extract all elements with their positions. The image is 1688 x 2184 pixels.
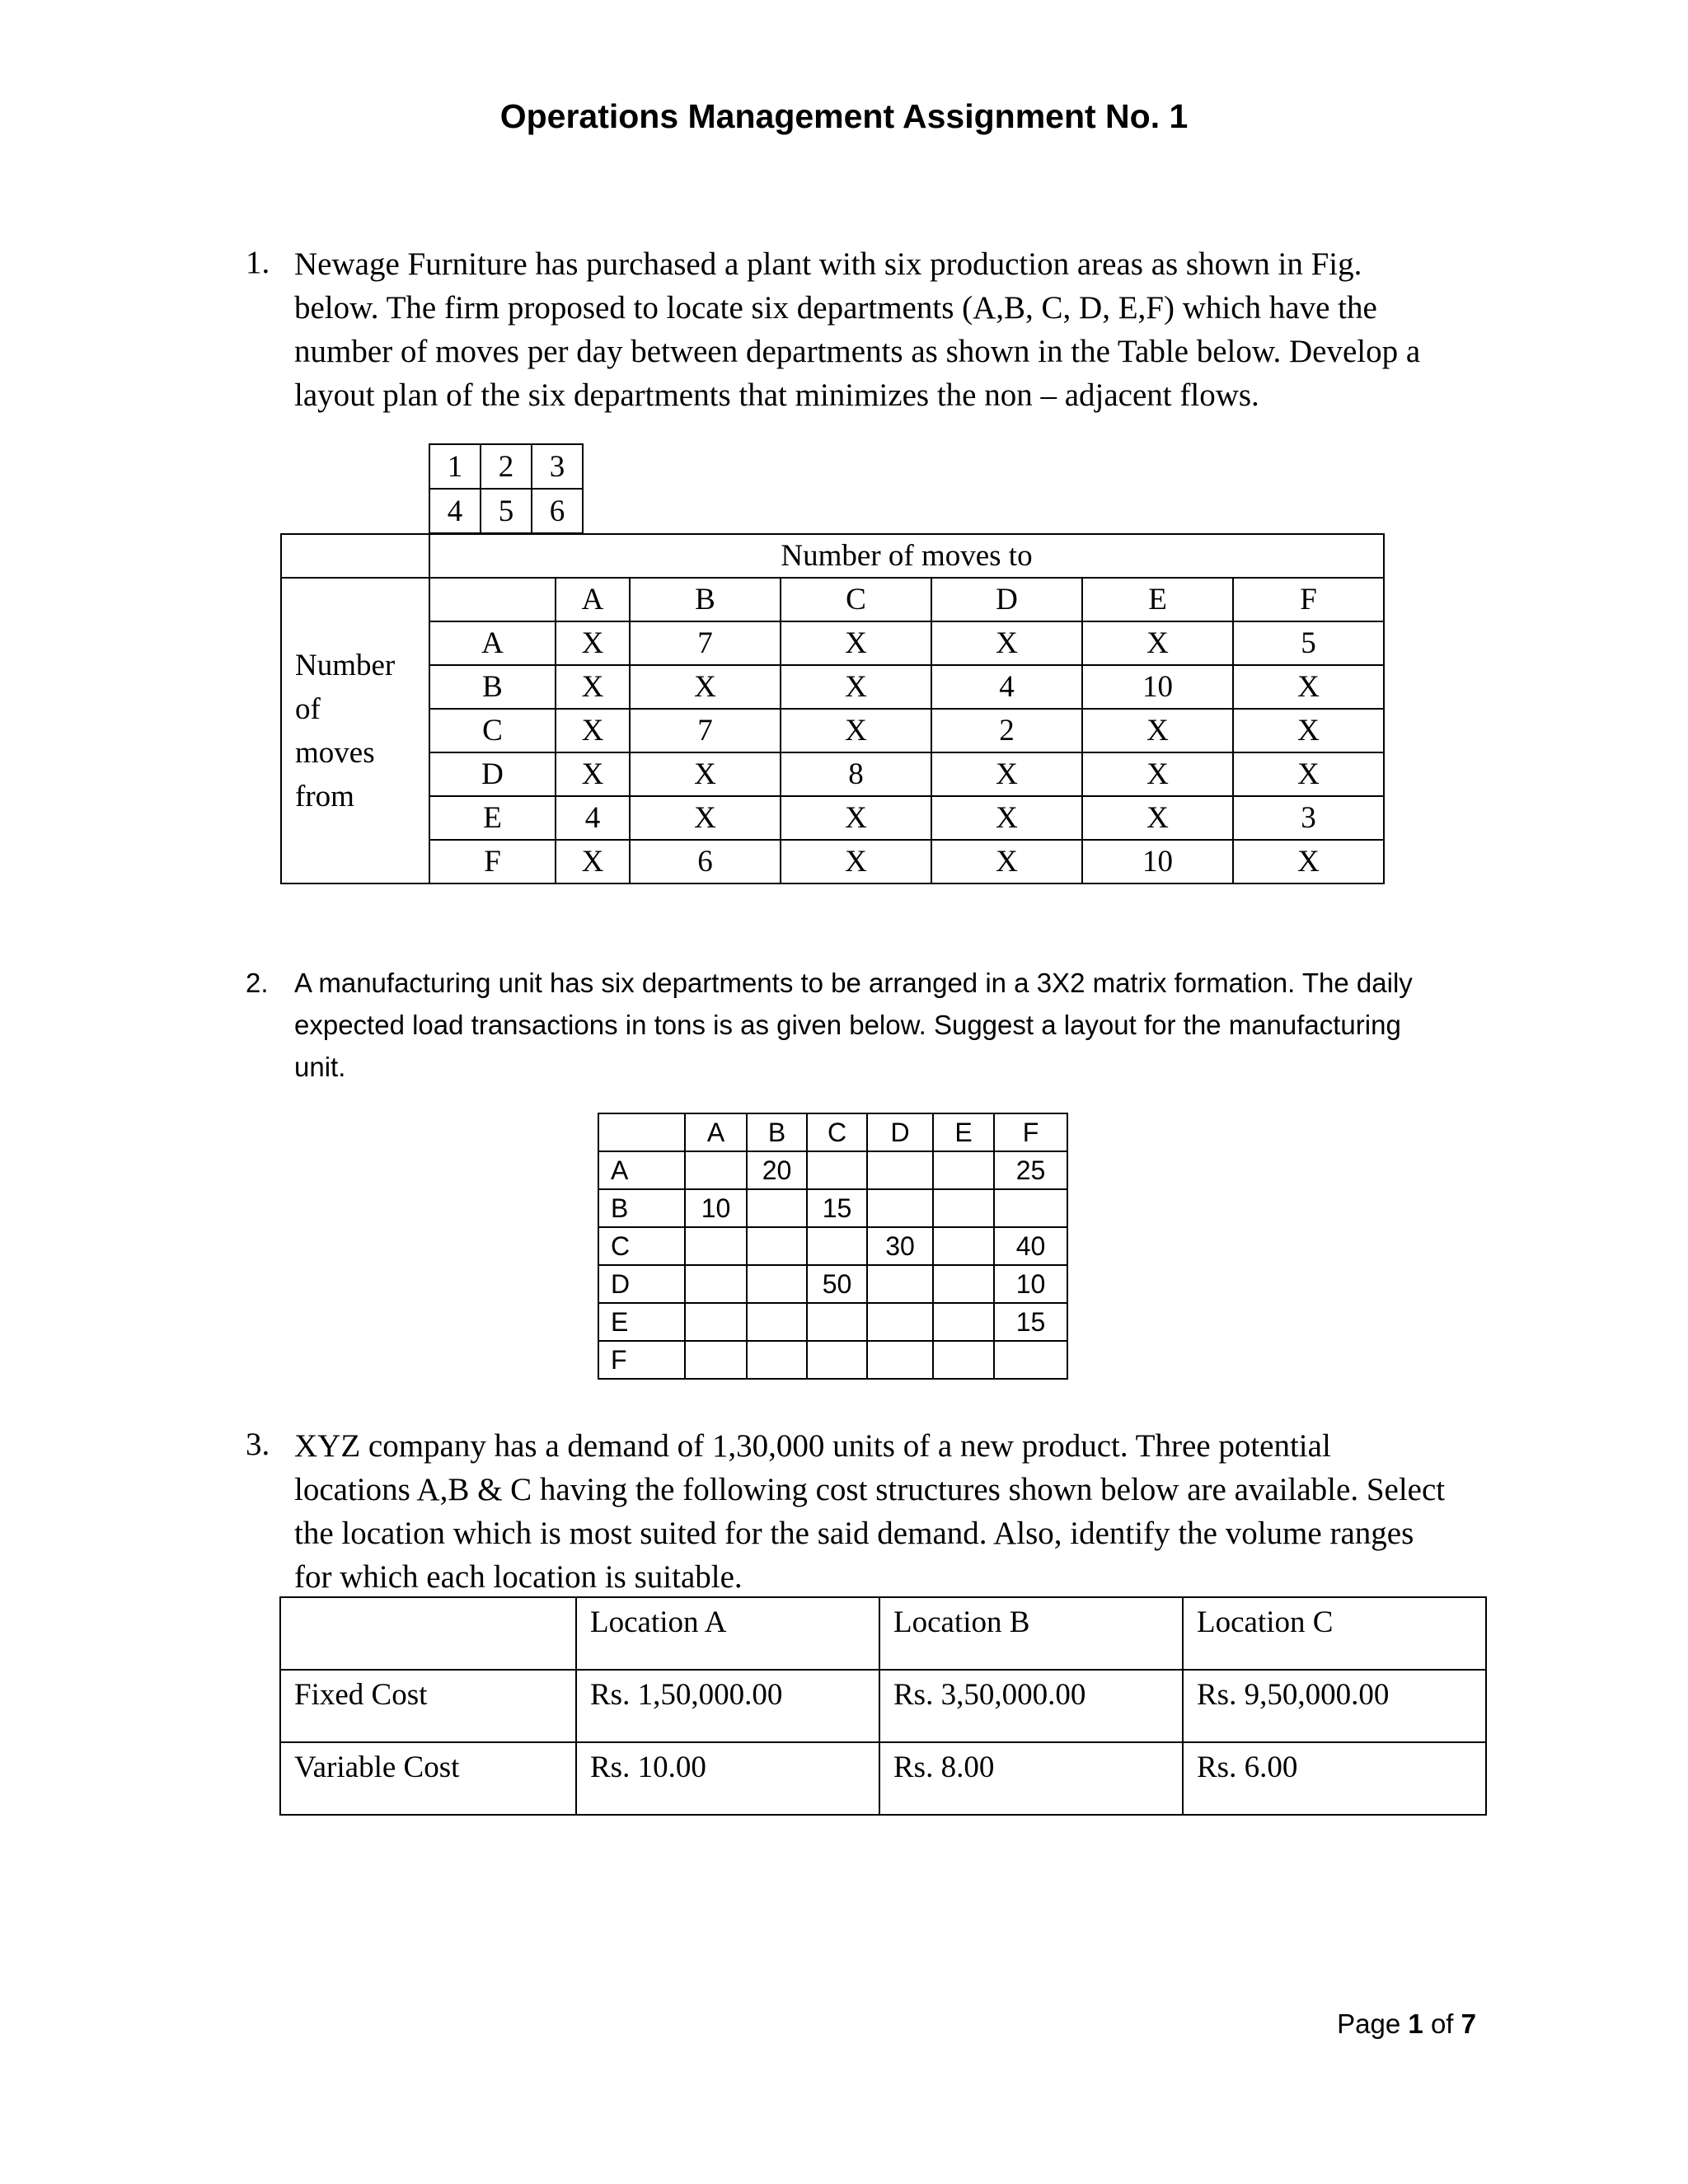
cost-table [279,1596,1487,1816]
table-row [281,709,1384,752]
table-cell: 4 [556,796,630,840]
page-title: Operations Management Assignment No. 1 [499,97,1189,135]
table-cell: 20 [747,1151,807,1189]
table-cell [747,1227,807,1265]
column-header: C [781,578,931,621]
table-row [598,1189,1067,1227]
table-corner-cell [280,1597,576,1670]
table-cell: X [556,665,630,709]
label-line: moves [295,735,375,770]
row-header: D [598,1265,685,1303]
table-cell: X [781,840,931,883]
table-cell: Rs. 8.00 [879,1742,1183,1815]
table-cell [933,1189,994,1227]
table-cell [933,1151,994,1189]
question-2-text [294,962,1514,1088]
load-table [598,1113,1068,1380]
moves-from-label [281,578,429,883]
table-row [598,1265,1067,1303]
table-cell: X [1082,752,1233,796]
table-cell: X [781,796,931,840]
grid-cell: 1 [429,444,481,489]
table-cell: X [1082,796,1233,840]
current-page: 1 [1408,2008,1423,2039]
table-cell [933,1303,994,1341]
column-header: C [807,1113,867,1151]
text-line: unit. [294,1052,346,1082]
table-cell: 15 [994,1303,1067,1341]
table-row [598,1151,1067,1189]
row-header: D [429,752,556,796]
table-cell: X [1082,621,1233,665]
text-line: XYZ company has a demand of 1,30,000 units of a new product. Three potential [294,1428,1331,1464]
production-area-grid [429,443,584,534]
table-cell [867,1341,933,1379]
row-header: Fixed Cost [280,1670,576,1742]
column-header: E [1082,578,1233,621]
table-cell [867,1189,933,1227]
table-cell [994,1341,1067,1379]
table-cell: 2 [931,709,1082,752]
row-header: A [429,621,556,665]
grid-cell: 6 [532,489,583,533]
total-pages: 7 [1461,2008,1476,2039]
table-cell: X [1233,709,1384,752]
table-cell [867,1151,933,1189]
label-line: Number [295,648,396,682]
table-cell [807,1341,867,1379]
column-header: E [933,1113,994,1151]
table-cell: 8 [781,752,931,796]
table-cell [807,1227,867,1265]
table-cell [685,1151,747,1189]
text-line: expected load transactions in tons is as given below. Suggest a layout for the manufacturing [294,1010,1401,1040]
table-cell: X [1082,709,1233,752]
table-cell [747,1341,807,1379]
table-cell: 7 [630,621,781,665]
column-header: Location C [1183,1597,1486,1670]
table-cell [747,1189,807,1227]
moves-table [280,533,1385,884]
table-cell: 10 [1082,840,1233,883]
table-cell: Rs. 6.00 [1183,1742,1486,1815]
table-row [281,796,1384,840]
column-header: F [994,1113,1067,1151]
table-cell [685,1227,747,1265]
table-cell: X [556,752,630,796]
table-cell [867,1303,933,1341]
table-cell: 10 [1082,665,1233,709]
table-cell: Rs. 9,50,000.00 [1183,1670,1486,1742]
text-line: for which each location is suitable. [294,1559,743,1595]
table-cell [685,1303,747,1341]
label-line: of [295,691,321,726]
table-cell: X [1233,752,1384,796]
table-cell: 4 [931,665,1082,709]
question-3-number: 3. [246,1427,270,1462]
table-cell: X [630,796,781,840]
table-cell: 30 [867,1227,933,1265]
table-row [281,621,1384,665]
table-cell: X [556,709,630,752]
column-header-blank [429,578,556,621]
column-header: Location A [576,1597,879,1670]
row-header: E [598,1303,685,1341]
table-corner-cell [281,534,429,578]
table-cell: Rs. 3,50,000.00 [879,1670,1183,1742]
table-cell [867,1265,933,1303]
table-cell: X [781,621,931,665]
table-cell: X [556,621,630,665]
table-cell: X [931,796,1082,840]
table-row [598,1341,1067,1379]
table-cell [807,1151,867,1189]
table-row [281,665,1384,709]
table-cell: 50 [807,1265,867,1303]
question-1-text [294,242,1498,417]
table-cell [933,1265,994,1303]
table-cell: X [630,665,781,709]
table-cell: 15 [807,1189,867,1227]
page-middle: of [1423,2008,1461,2039]
table-cell [994,1189,1067,1227]
row-header: A [598,1151,685,1189]
table-cell: X [556,840,630,883]
table-cell: 25 [994,1151,1067,1189]
table-row [281,752,1384,796]
table-row [280,1742,1486,1815]
question-1-number: 1. [246,245,270,280]
table-cell: 6 [630,840,781,883]
table-row [281,840,1384,883]
table-cell: 3 [1233,796,1384,840]
column-header: A [556,578,630,621]
text-line: A manufacturing unit has six departments to be arranged in a 3X2 matrix formation. The daily [294,968,1413,998]
text-line: number of moves per day between departments as shown in the Table below. Develop a [294,334,1421,369]
table-cell: 10 [685,1189,747,1227]
column-header: B [747,1113,807,1151]
column-header: B [630,578,781,621]
table-cell [685,1265,747,1303]
table-cell [747,1303,807,1341]
row-header: Variable Cost [280,1742,576,1815]
row-header: F [598,1341,685,1379]
table-cell [685,1341,747,1379]
table-cell [747,1265,807,1303]
table-cell: 10 [994,1265,1067,1303]
table-corner-cell [598,1113,685,1151]
text-line: below. The firm proposed to locate six departments (A,B, C, D, E,F) which have the [294,290,1377,326]
grid-cell: 3 [532,444,583,489]
table-cell: 40 [994,1227,1067,1265]
column-header: A [685,1113,747,1151]
table-cell: X [1233,665,1384,709]
table-cell [807,1303,867,1341]
text-line: Newage Furniture has purchased a plant with six production areas as shown in Fig. [294,246,1362,282]
table-cell: 5 [1233,621,1384,665]
column-header: D [867,1113,933,1151]
text-line: layout plan of the six departments that minimizes the non – adjacent flows. [294,377,1259,413]
page-number [1337,2008,1476,2040]
moves-to-header: Number of moves to [429,534,1384,578]
table-row [598,1227,1067,1265]
table-cell: X [1233,840,1384,883]
grid-cell: 2 [481,444,532,489]
table-cell: X [931,621,1082,665]
table-cell [933,1227,994,1265]
table-cell: Rs. 10.00 [576,1742,879,1815]
table-row [280,1670,1486,1742]
table-cell: X [781,709,931,752]
row-header: C [429,709,556,752]
row-header: B [598,1189,685,1227]
label-line: from [295,779,354,813]
row-header: B [429,665,556,709]
table-cell: X [931,752,1082,796]
table-cell [933,1341,994,1379]
column-header: Location B [879,1597,1183,1670]
table-cell: X [931,840,1082,883]
text-line: locations A,B & C having the following cost structures shown below are available. Select [294,1472,1446,1507]
row-header: E [429,796,556,840]
table-cell: Rs. 1,50,000.00 [576,1670,879,1742]
grid-cell: 4 [429,489,481,533]
table-cell: 7 [630,709,781,752]
row-header: F [429,840,556,883]
column-header: F [1233,578,1384,621]
question-2-number: 2. [246,968,269,998]
row-header: C [598,1227,685,1265]
table-cell: X [630,752,781,796]
table-cell: X [781,665,931,709]
grid-cell: 5 [481,489,532,533]
page-prefix: Page [1337,2008,1409,2039]
question-3-text [294,1424,1514,1599]
column-header: D [931,578,1082,621]
table-row [598,1303,1067,1341]
text-line: the location which is most suited for the said demand. Also, identify the volume ranges [294,1516,1414,1551]
